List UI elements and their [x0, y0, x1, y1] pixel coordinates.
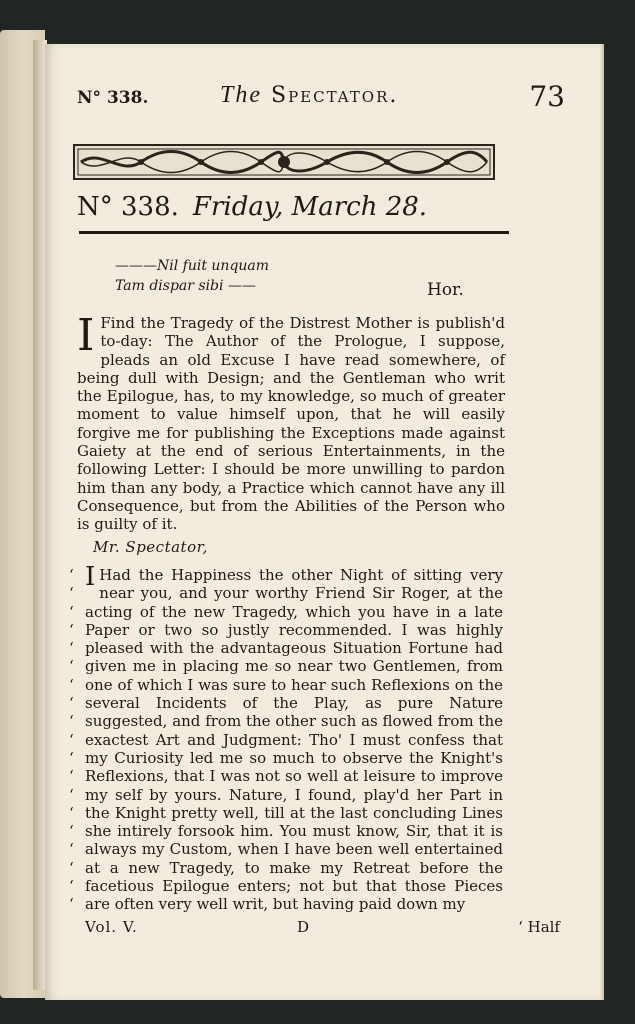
running-head-spectator: Spectator.: [271, 83, 399, 108]
running-head-the: The: [220, 82, 262, 108]
motto-source: Hor.: [427, 280, 464, 300]
essay-paragraph: [77, 310, 505, 534]
running-head-title: [220, 82, 398, 109]
running-head-number: N° 338.: [77, 88, 149, 108]
volume-mark: Vol. V.: [85, 918, 138, 936]
heading-rule: [79, 231, 509, 234]
signature-mark: D: [297, 918, 310, 936]
letter-text: Had the Happiness the other Night of sitting very near you, and your worthy Friend Sir Roger, at the acting of the new Tragedy, which you have in a late Paper or two so justly recommended. I was highly pleased with the advantageous Situation Fortune had given me in placing me so near two Gentlemen, from one of which I was sure to hear such Reflexions on the several Incidents of the Play, as pure Nature suggested, and from the other such as flowed from the exactest Art and Judgment: Tho' I must confess that my Curiosity led me so much to observe the Knight's Reflexions, that I was not so well at leisure to improve my self by yours. Nature, I found, play'd her Part in the Knight pretty well, till at the last concluding Lines she intirely forsook him. You must know, Sir, that it is always my Custom, when I have been well entertained at a new Tragedy, to make my Retreat before the facetious Epilogue enters; not but that those Pieces are often very well writ, but having paid down my: [85, 566, 503, 914]
essay-text: Find the Tragedy of the Distrest Mother is publish'd to-day: The Author of the Prologue, I suppose, pleads an old Excuse I have read somewhere, of being dull with Design; and the Gentleman who writ the Epilogue, has, to my knowledge, so much of greater moment to value himself upon, that he will easily forgive me for publishing the Exceptions made against Gaiety at the end of serious Entertainments, in the following Letter: I should be more unwilling to pardon him than any body, a Practice which cannot have any ill Consequence, but from the Abilities of the Person who is guilty of it.: [77, 314, 505, 534]
issue-heading: [77, 192, 560, 222]
headpiece-ornament: [73, 144, 495, 180]
quotation-margin-marks: ‘ ‘ ‘ ‘ ‘ ‘ ‘ ‘ ‘ ‘ ‘ ‘ ‘ ‘ ‘ ‘ ‘ ‘ ‘: [69, 566, 74, 914]
issue-number: N° 338.: [77, 192, 179, 222]
book-page: [45, 44, 600, 1000]
catchword: ‘ Half: [518, 918, 560, 936]
letter-paragraph: [85, 562, 503, 914]
motto-line-1: ———Nil fuit unquam: [115, 258, 270, 274]
motto: [115, 258, 560, 318]
page-footer: [85, 918, 560, 942]
running-head: [75, 80, 565, 124]
page-number: 73: [529, 80, 565, 113]
letter-dropcap: I: [85, 562, 96, 592]
issue-date: Friday, March 28.: [192, 192, 428, 222]
motto-line-2: Tam dispar sibi ——: [115, 278, 256, 294]
letter-salutation: Mr. Spectator,: [93, 538, 208, 556]
essay-dropcap: I: [77, 310, 95, 361]
